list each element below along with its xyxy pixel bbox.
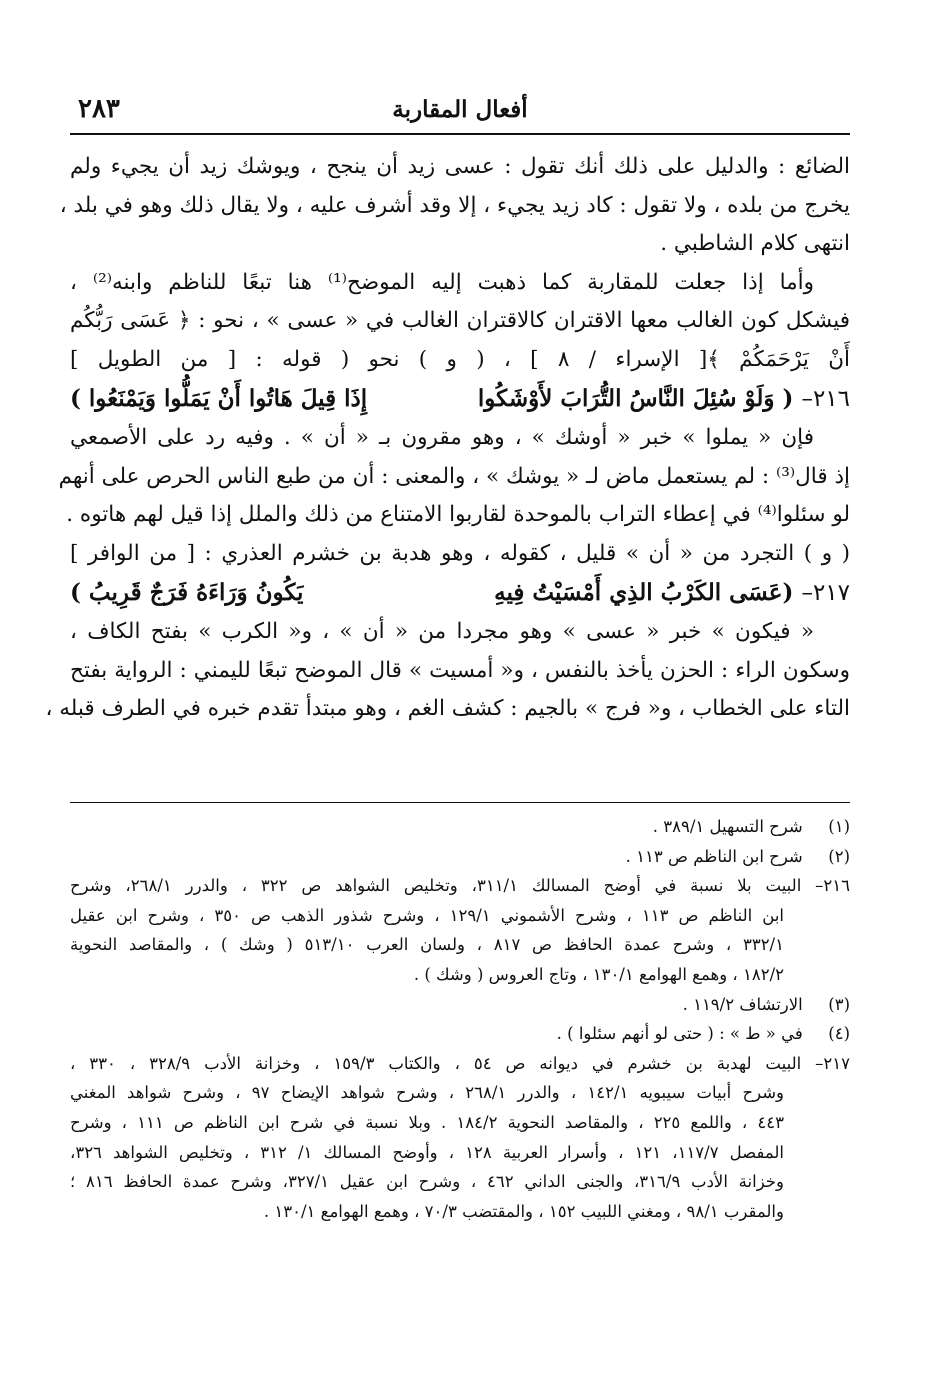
footnote-text: في « ط » : ( حتى لو أنهم سئلوا ) . xyxy=(556,1024,803,1044)
takhrij-line: ٢١٦– البيت بلا نسبة في أوضح المسالك ٣١١/١، وتخليص الشواهد ص ٣٢٢ ، والدرر ٢٦٨/١، وشرح xyxy=(70,876,850,896)
footnote xyxy=(70,1019,850,1049)
running-header xyxy=(70,94,850,134)
footnote xyxy=(70,812,850,842)
text-line: الضائع : والدليل على ذلك أنك تقول : عسى زيد أن ينجح ، ويوشك زيد أن يجيء ولم xyxy=(70,154,850,179)
text-line: انتهى كلام الشاطبي . xyxy=(660,231,850,256)
text-line: فيشكل كون الغالب معها الاقتران كالاقتران الغالب في « عسى » ، نحو : ﴿ عَسَى رَبُّكُم xyxy=(70,308,850,333)
footnote-text: الارتشاف ١١٩/٢ . xyxy=(682,994,803,1014)
verse-second-hemistich: إِذَا قِيلَ هَاتُوا أَنْ يَمَلُّوا وَيَمْنَعُوا ) xyxy=(70,385,368,412)
header-rule xyxy=(70,133,850,135)
verse-216 xyxy=(70,379,850,419)
text-line: إذ قال⁽³⁾ : لم يستعمل ماض لـ « يوشك » ، والمعنى : أن من طبع الناس الحرص على أنهم xyxy=(58,463,850,489)
takhrij-line: ٣٣٢/١ ، وشرح عمدة الحافظ ص ٨١٧ ، ولسان العرب ٥١٣/١٠ ( وشك ) ، والمقاصد النحوية xyxy=(70,935,784,955)
verse-number: ٢١٦– xyxy=(801,386,850,412)
footnote xyxy=(70,990,850,1020)
text-line: التاء على الخطاب ، و« فرج » بالجيم : كشف الغم ، وهو مبتدأ تقدم خبره في الطرف قبله ، xyxy=(45,696,850,721)
takhrij-line: والمقرب ٩٨/١ ، ومغني اللبيب ١٥٢ ، والمقتضب ٧٠/٣ ، وهمع الهوامع ١٣٠/١ . xyxy=(263,1201,784,1221)
text-line: وسكون الراء : الحزن يأخذ بالنفس ، و« أمسيت » قال الموضح تبعًا لليمني : الرواية بفتح xyxy=(70,657,850,683)
footnote-mark: (٢) xyxy=(828,846,850,866)
footnote-rule xyxy=(70,802,850,803)
text-line: يخرج من بلده ، ولا تقول : كاد زيد يجيء ، إلا وقد أشرف عليه ، ولا يقال ذلك وهو في بلد ، xyxy=(59,192,850,218)
footnote xyxy=(70,842,850,872)
footnotes xyxy=(70,812,850,1226)
verse-first-hemistich: (عَسَى الكَرْبُ الذِي أَمْسَيْتُ فِيهِ xyxy=(494,579,794,606)
chapter-title: أفعال المقاربة xyxy=(392,96,528,123)
main-text xyxy=(45,148,851,729)
footnote-mark: (١) xyxy=(828,817,850,836)
page-number: ٢٨٣ xyxy=(78,94,120,124)
text-line: فإن « يملوا » خبر « أوشك » ، وهو مقرون بـ « أن » . وفيه رد على الأصمعي xyxy=(70,425,814,450)
takhrij-line: وشرح أبيات سيبويه ١٤٢/١ ، والدرر ٢٦٨/١ ، وشرح شواهد الإيضاح ٩٧ ، وشرح شواهد المغني xyxy=(70,1083,784,1103)
footnote-text: شرح ابن الناظم ص ١١٣ . xyxy=(625,846,803,866)
verse-number: ٢١٧– xyxy=(801,580,850,606)
verse-217 xyxy=(70,573,850,613)
book-page xyxy=(45,0,851,1381)
takhrij-line: المفصل ١١٧/٧، ١٢١ ، وأسرار العربية ١٢٨ ، وأوضح المسالك ١/ ٣١٢ ، وتخليص الشواهد ٣٢٦، xyxy=(70,1142,784,1162)
footnote-mark: (٣) xyxy=(828,994,850,1014)
takhrij-line: ٤٤٣ ، واللمع ٢٢٥ ، والمقاصد النحوية ١٨٤/٢ . وبلا نسبة في شرح ابن الناظم ص ١١١ ، وشرح xyxy=(70,1112,784,1132)
takhrij-line: ١٨٢/٢ ، وهمع الهوامع ١٣٠/١ ، وتاج العروس ( وشك ) . xyxy=(413,964,784,984)
text-line: وأما إذا جعلت للمقاربة كما ذهبت إليه الموضح⁽¹⁾ هنا تبعًا للناظم وابنه⁽²⁾ ، xyxy=(70,269,815,295)
verse-second-hemistich: يَكُونُ وَرَاءَهُ فَرَجٌ قَرِيبُ ) xyxy=(70,579,304,606)
takhrij-line: ابن الناظم ص ١١٣ ، وشرح الأشموني ١٢٩/١ ، وشرح شذور الذهب ص ٣٥٠ ، وشرح ابن عقيل xyxy=(70,905,784,925)
text-line: أَنْ يَرْحَمَكُمْ ﴾[ الإسراء / ٨ ] ، ( و ) نحو ( قوله : [ من الطويل ] xyxy=(70,346,851,372)
verse-first-hemistich: ( وَلَوْ سُئِلَ النَّاسُ التُّرَابَ لأَوْشَكُوا xyxy=(477,385,794,412)
footnote-text: شرح التسهيل ٣٨٩/١ . xyxy=(652,817,803,836)
text-line: « فيكون » خبر « عسى » وهو مجردا من « أن » ، و« الكرب » بفتح الكاف ، xyxy=(70,619,814,644)
footnote-mark: (٤) xyxy=(828,1024,850,1044)
text-line: لو سئلوا⁽⁴⁾ في إعطاء التراب بالموحدة لقاربوا الامتناع من ذلك والملل إذا قيل لهم هاتوه . xyxy=(66,502,850,527)
takhrij-line: وخزانة الأدب ٣١٦/٩، والجنى الداني ٤٦٢ ، وشرح ابن عقيل ٣٢٧/١، وشرح عمدة الحافظ ٨١٦ ؛ xyxy=(70,1172,784,1192)
text-line: ( و ) التجرد من « أن » قليل ، كقوله ، وهو هدبة بن خشرم العذري : [ من الوافر ] xyxy=(70,540,850,566)
takhrij-line: ٢١٧– البيت لهدبة بن خشرم في ديوانه ص ٥٤ ، والكتاب ١٥٩/٣ ، وخزانة الأدب ٣٢٨/٩ ، ٣٣٠ ، xyxy=(70,1053,850,1073)
